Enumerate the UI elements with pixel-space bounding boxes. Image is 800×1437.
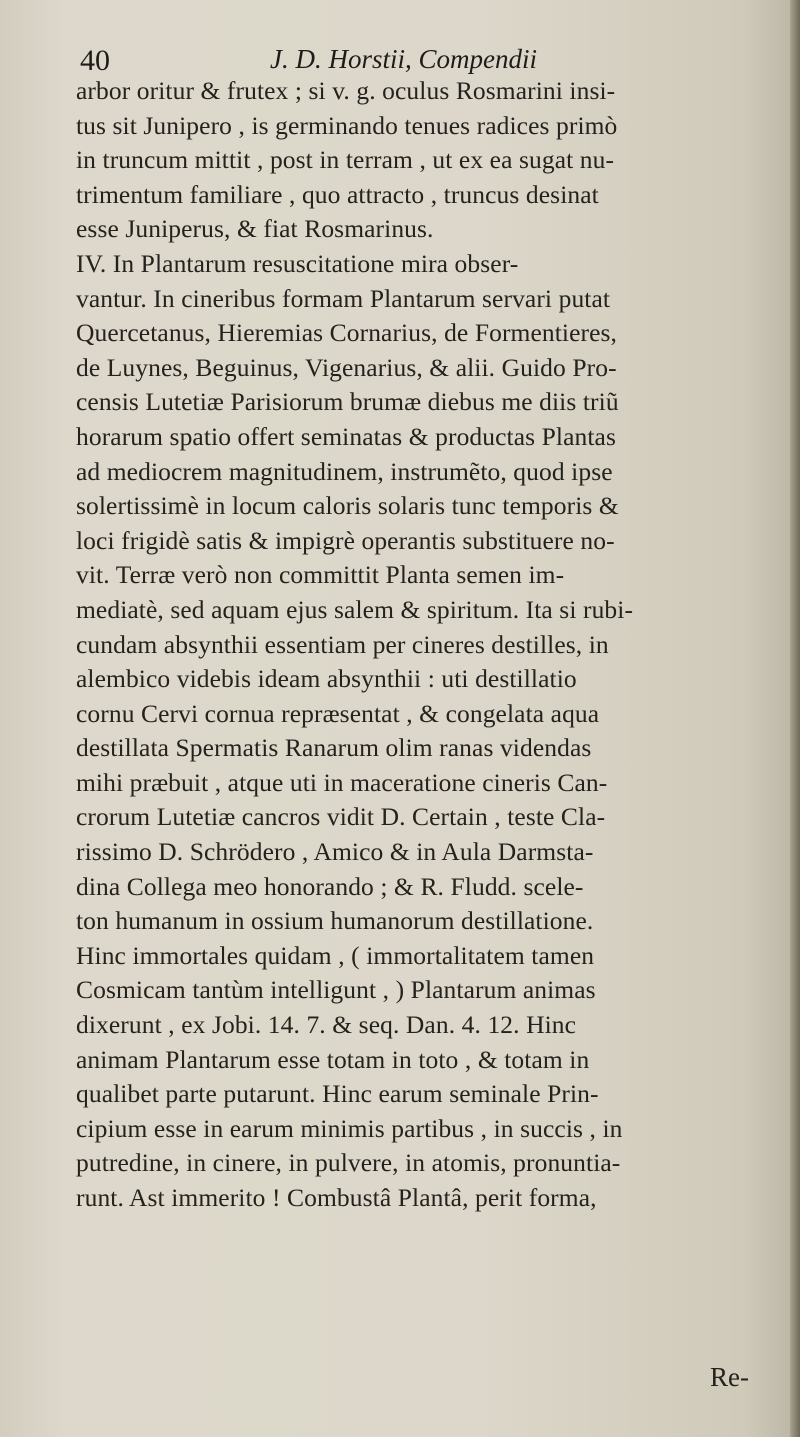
text-line: trimentum familiare , quo attracto , truncus desinat xyxy=(76,179,599,209)
text-line: crorum Lutetiæ cancros vidit D. Certain , teste Cla- xyxy=(76,802,606,832)
text-line: animam Plantarum esse totam in toto , & totam in xyxy=(76,1044,590,1074)
running-title: J. D. Horstii, Compendii xyxy=(270,44,537,74)
text-line: ton humanum in ossium humanorum destillatione. xyxy=(76,906,594,936)
text-line: rissimo D. Schrödero , Amico & in Aula Darmsta- xyxy=(76,837,594,867)
text-line: dina Collega meo honorando ; & R. Fludd. scele- xyxy=(76,871,584,901)
text-line: qualibet parte putarunt. Hinc earum seminale Prin- xyxy=(76,1079,599,1109)
text-line: cipium esse in earum minimis partibus , in succis , in xyxy=(76,1113,623,1143)
text-line: alembico videbis ideam absynthii : uti destillatio xyxy=(76,664,577,694)
text-line: arbor oritur & frutex ; si v. g. oculus Rosmarini insi- xyxy=(76,76,616,105)
text-line: Hinc immortales quidam , ( immortalitatem tamen xyxy=(76,940,595,970)
text-line: cundam absynthii essentiam per cineres destilles, in xyxy=(76,629,609,659)
text-line: esse Juniperus, & fiat Rosmarinus. xyxy=(76,214,434,244)
text-line: Cosmicam tantùm intelligunt , ) Plantarum animas xyxy=(76,975,596,1005)
text-line: destillata Spermatis Ranarum olim ranas videndas xyxy=(76,733,592,763)
page-edge xyxy=(790,0,800,1437)
text-line: tus sit Junipero , is germinando tenues radices primò xyxy=(76,110,618,140)
text-line: cornu Cervi cornua repræsentat , & congelata aqua xyxy=(76,698,600,728)
text-line: Quercetanus, Hieremias Cornarius, de Formentieres, xyxy=(76,318,618,348)
body-text xyxy=(76,74,788,1216)
text-line: IV. In Plantarum resuscitatione mira obser- xyxy=(76,248,519,278)
text-line: vit. Terræ verò non committit Planta semen im- xyxy=(76,560,565,590)
text-line: mihi præbuit , atque uti in maceratione cineris Can- xyxy=(76,767,608,797)
text-line: horarum spatio offert seminatas & productas Plantas xyxy=(76,421,617,451)
text-line: loci frigidè satis & impigrè operantis substituere no- xyxy=(76,525,615,555)
text-line: runt. Ast immerito ! Combustâ Plantâ, perit forma, xyxy=(76,1183,597,1212)
text-line: dixerunt , ex Jobi. 14. 7. & seq. Dan. 4. 12. Hinc xyxy=(76,1010,577,1040)
text-line: solertissimè in locum caloris solaris tunc temporis & xyxy=(76,491,619,521)
text-line: mediatè, sed aquam ejus salem & spiritum. Ita si rubi- xyxy=(76,594,634,624)
text-line: putredine, in cinere, in pulvere, in atomis, pronuntia- xyxy=(76,1148,621,1178)
catchword: Re- xyxy=(710,1362,749,1392)
text-line: vantur. In cineribus formam Plantarum servari putat xyxy=(76,283,611,313)
page-number: 40 xyxy=(80,44,110,77)
text-line: censis Lutetiæ Parisiorum brumæ diebus me diis triũ xyxy=(76,387,619,417)
text-line: ad mediocrem magnitudinem, instrumẽto, quod ipse xyxy=(76,456,613,486)
text-line: de Luynes, Beguinus, Vigenarius, & alii. Guido Pro- xyxy=(76,352,617,382)
text-line: in truncum mittit , post in terram , ut ex ea sugat nu- xyxy=(76,145,615,175)
